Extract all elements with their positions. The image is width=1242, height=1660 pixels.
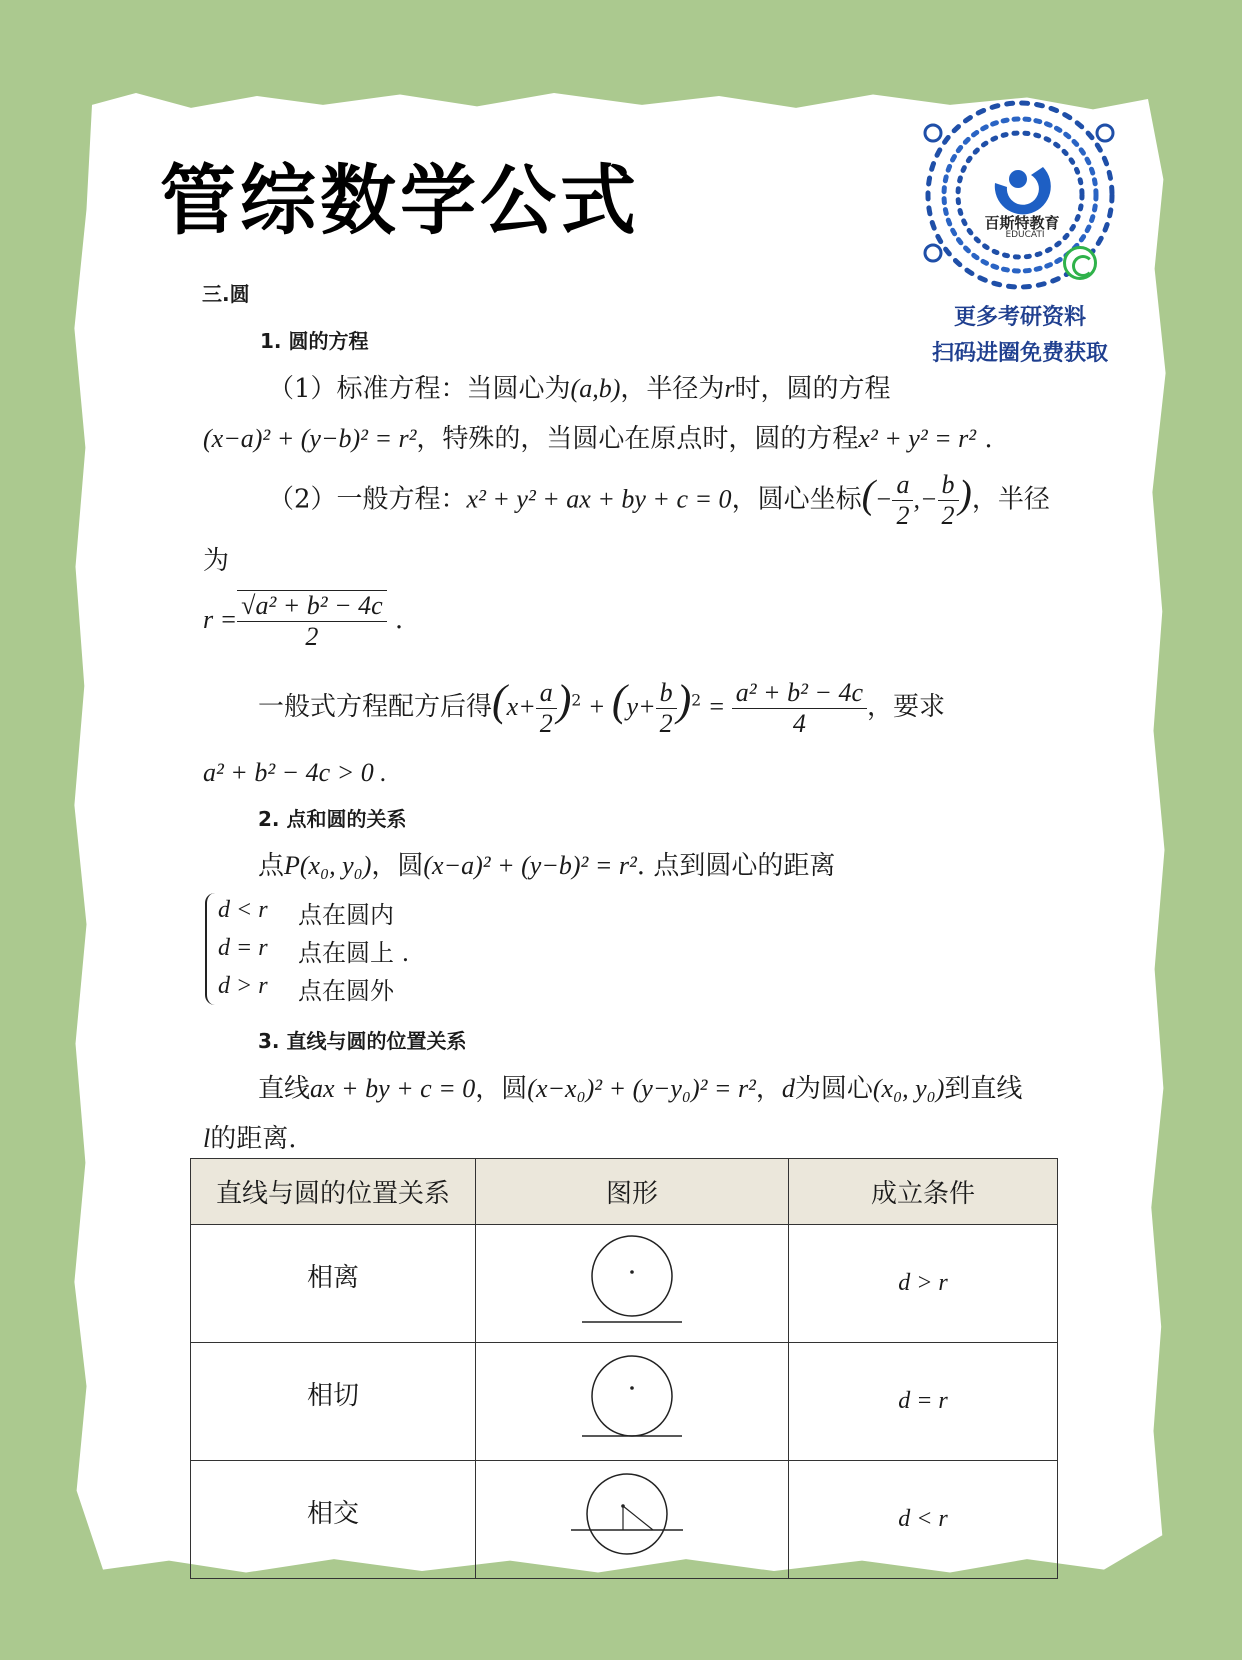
comma-text: ， [755, 1074, 782, 1104]
center-fraction-a: $\frac{a}{2}$ [892, 470, 913, 531]
header-figure: 图形 [476, 1159, 789, 1225]
distance-definition-text: 的距离. [210, 1124, 297, 1154]
require-text: ，要求 [867, 692, 946, 722]
line-circle-relation-table [190, 1158, 1058, 1579]
case-row [218, 895, 268, 924]
subsection-1-heading: 1. 圆的方程 [260, 329, 369, 353]
standard-tail: 时，圆的方程 [734, 374, 891, 404]
general-label: （2）一般方程： [268, 484, 467, 515]
circle-center: (x₀, y₀) [872, 1074, 945, 1103]
radius-text: ，半径为 [620, 374, 725, 404]
center-fraction-b: $\frac{b}{2}$ [938, 470, 959, 531]
completed-square-text: 一般式方程配方后得 [258, 692, 493, 722]
to-line-text: 到直线 [944, 1074, 1023, 1104]
relation-cell: 相交 [191, 1461, 476, 1579]
existence-condition: a² + b² − 4c > 0 . [203, 758, 387, 787]
standard-equation-formula-line: (x−a)² + (y−b)² = r²，特殊的，当圆心在原点时，圆的方程x² + y² = r² . [203, 424, 993, 454]
separate-circle-figure [572, 1234, 692, 1326]
subsection-2-heading: 2. 点和圆的关系 [258, 807, 407, 831]
header-condition: 成立条件 [789, 1159, 1058, 1225]
line-circle-intro-line [258, 1068, 1022, 1105]
circle-text: ，圆 [475, 1074, 528, 1104]
figure-cell [476, 1225, 789, 1343]
x-shift-fraction: $\frac{a}{2}$ [536, 678, 557, 739]
center-ab: (a,b) [570, 374, 621, 403]
table-header-row [191, 1159, 1058, 1225]
subsection-3-heading: 3. 直线与圆的位置关系 [258, 1029, 467, 1053]
general-radius-text: ，半径 [971, 484, 1050, 515]
brand-logo-subtext: EDUCATI [1005, 230, 1045, 240]
circle-equation: (x−x₀)² + (y−y₀)² = r² [527, 1074, 756, 1103]
general-wei-text: 为 [203, 546, 230, 576]
d-description: 为圆心 [794, 1074, 873, 1104]
case-condition: d > r [218, 973, 268, 999]
standard-equation: (x−a)² + (y−b)² = r² [203, 424, 417, 453]
general-center-text: ，圆心坐标 [731, 484, 862, 515]
case-row [218, 971, 268, 1000]
radius-formula: r = $\frac{\text{√a² + b² − 4c}}{2}$ . [203, 591, 404, 651]
table-row [191, 1461, 1058, 1579]
l-variable: l [203, 1124, 211, 1153]
qr-caption-line1: 更多考研资料 [953, 304, 1086, 330]
table-row [191, 1343, 1058, 1461]
point-circle-intro-line [258, 845, 835, 882]
radius-fraction: $\frac{\text{√a² + b² − 4c}}{2}$ [237, 590, 387, 652]
table-row [191, 1225, 1058, 1343]
special-text: ，特殊的，当圆心在原点时，圆的方程 [416, 424, 859, 454]
circle-equation: (x−a)² + (y−b)² = r² [423, 851, 637, 880]
brand-logo-text: 百斯特教育 [984, 214, 1060, 232]
condition-cell: d < r [789, 1461, 1058, 1579]
line-text: 直线 [258, 1074, 311, 1104]
rhs-fraction: $\frac{\text{a² + b² − 4c}}{4}$ [732, 678, 867, 739]
general-equation: x² + y² + ax + by + c = 0 [466, 484, 732, 514]
origin-equation: x² + y² = r² [858, 424, 977, 453]
d-variable: d [781, 1074, 795, 1103]
case-description: 点在圆外 [298, 977, 394, 1005]
cases-brace [205, 893, 219, 1005]
relation-cell: 相离 [191, 1225, 476, 1343]
distance-definition-line [203, 1118, 297, 1155]
y-shift-fraction: $\frac{b}{2}$ [656, 678, 677, 739]
case-row [218, 933, 268, 962]
point-p: P(x₀, y₀) [284, 851, 372, 880]
condition-cell: d = r [789, 1343, 1058, 1461]
figure-cell [476, 1461, 789, 1579]
standard-equation-line [268, 368, 891, 405]
case-description: 点在圆内 [298, 901, 394, 929]
radius-r: r [724, 374, 735, 403]
relation-cell: 相切 [191, 1343, 476, 1461]
distance-text: . 点到圆心的距离 [636, 851, 836, 881]
circle-text: ，圆 [371, 851, 424, 881]
completed-square-line: 一般式方程配方后得(x+ $\frac{a}{2}$ )$^2$ + (y+ $\frac{b}{2}$ )$^2$ = $\frac{\text{a² + b² − 4c}}{4}$ ，要求 [258, 676, 946, 738]
wechat-miniprogram-icon [1063, 246, 1097, 280]
section-heading: 三.圆 [202, 282, 250, 306]
case-description: 点在圆上 . [298, 939, 410, 967]
standard-label: （1）标准方程：当圆心为 [268, 374, 571, 404]
qr-caption-line2: 扫码进圈免费获取 [931, 340, 1108, 366]
page-title: 管综数学公式 [160, 156, 640, 245]
general-equation-line: （2）一般方程：x² + y² + ax + by + c = 0，圆心坐标(− $\frac{a}{2}$ ,− $\frac{b}{2}$ )，半径 [268, 470, 1050, 530]
line-equation: ax + by + c = 0 [310, 1074, 476, 1103]
figure-cell [476, 1343, 789, 1461]
case-condition: d = r [218, 935, 268, 961]
radius-lhs: r = [203, 605, 238, 634]
condition-cell: d > r [789, 1225, 1058, 1343]
point-intro-text: 点 [258, 851, 285, 881]
tangent-circle-figure [572, 1352, 692, 1444]
intersect-circle-figure [567, 1470, 697, 1562]
case-condition: d < r [218, 897, 268, 923]
header-relation: 直线与圆的位置关系 [191, 1159, 476, 1225]
